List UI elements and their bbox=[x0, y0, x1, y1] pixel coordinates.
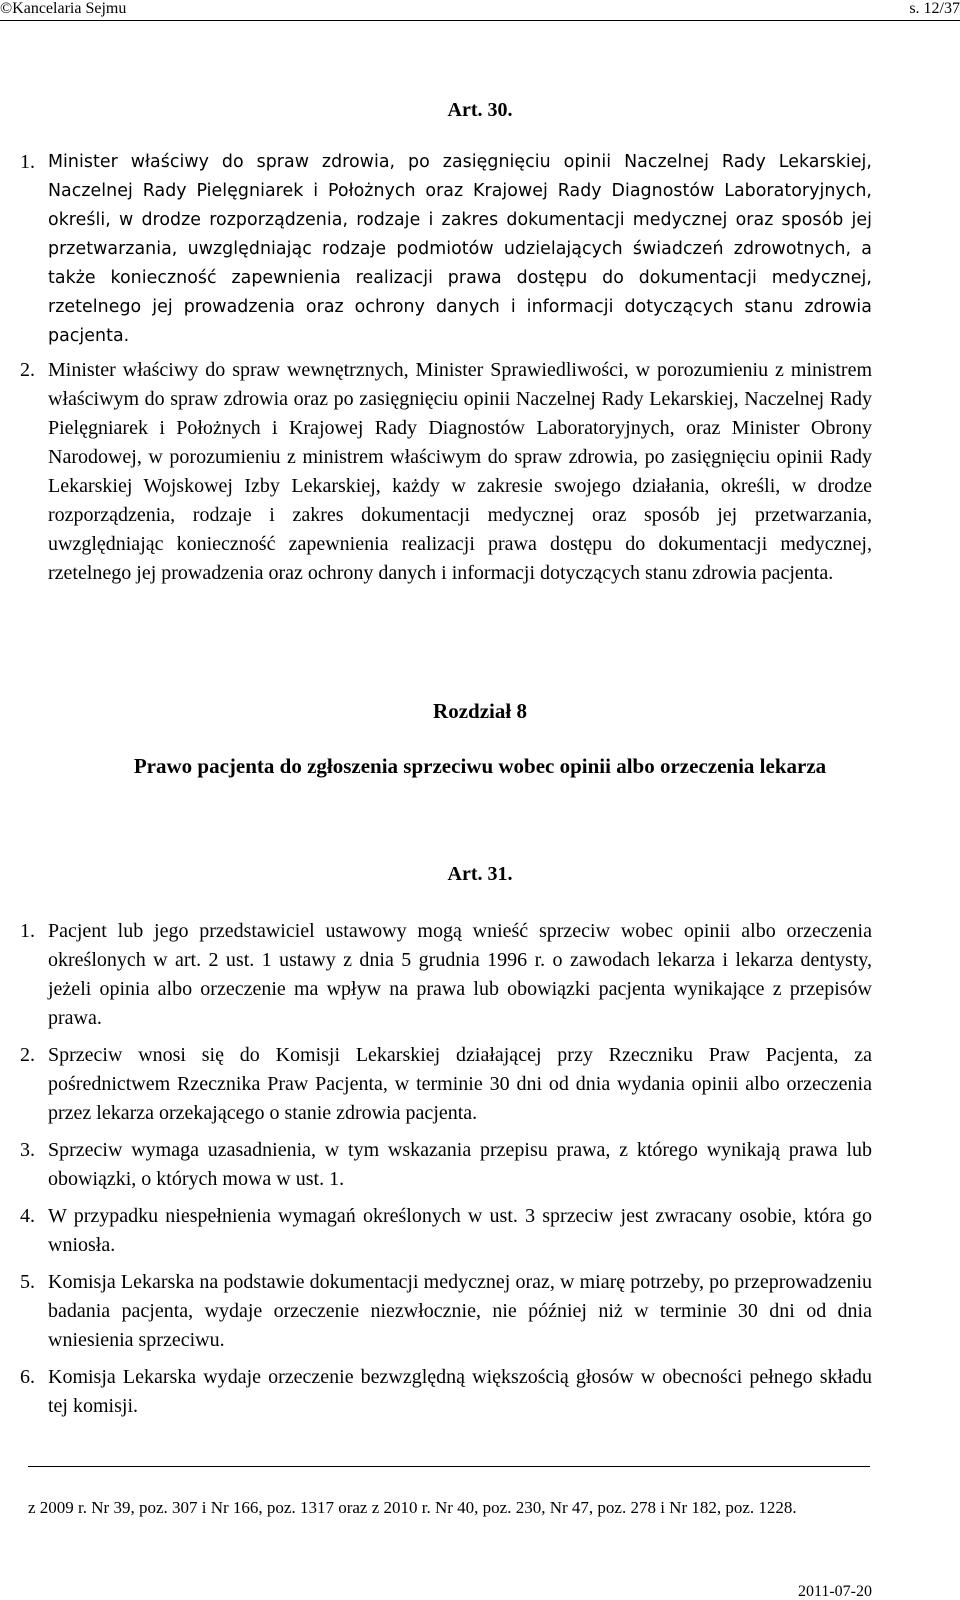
paragraph-text: Sprzeciw wymaga uzasadnienia, w tym wskazania przepisu prawa, z którego wynikają prawa lub obowiązki, o których mowa w ust. 1. bbox=[48, 1139, 872, 1190]
paragraph-number: 2. bbox=[20, 359, 35, 381]
footnote-text: z 2009 r. Nr 39, poz. 307 i Nr 166, poz. 1317 oraz z 2010 r. Nr 40, poz. 230, Nr 47, poz. 278 i Nr 182, poz. 1228. bbox=[28, 1498, 797, 1517]
paragraph-number: 5. bbox=[20, 1271, 35, 1293]
paragraph-number: 1. bbox=[20, 920, 35, 942]
article-31-paragraph-1 bbox=[20, 917, 872, 1033]
article-30-body-2 bbox=[20, 356, 872, 588]
paragraph-number: 2. bbox=[20, 1044, 35, 1066]
page-header bbox=[0, 0, 960, 21]
article-31-paragraph-5 bbox=[20, 1268, 872, 1355]
article-31-heading: Art. 31. bbox=[447, 863, 513, 885]
publication-date: 2011-07-20 bbox=[797, 1583, 872, 1600]
article-31-paragraph-6 bbox=[20, 1363, 872, 1421]
article-31-paragraph-3 bbox=[20, 1136, 872, 1194]
publisher-label: ©Kancelaria Sejmu bbox=[0, 0, 127, 17]
article-31-paragraph-2 bbox=[20, 1041, 872, 1128]
paragraph-text: Pacjent lub jego przedstawiciel ustawowy mogą wnieść sprzeciw wobec opinii albo orzeczenia określonych w art. 2 ust. 1 ustawy z dnia 5 grudnia 1996 r. o zawodach lekarza i lekarza dentysty, jeżeli opinia albo orzeczenie ma wpływ na prawa lub obowiązki pacjenta wynikające z przepisów prawa. bbox=[48, 920, 872, 1029]
paragraph-text: Komisja Lekarska wydaje orzeczenie bezwzględną większością głosów w obecności pełnego składu tej komisji. bbox=[48, 1366, 872, 1417]
paragraph-number: 4. bbox=[20, 1205, 35, 1227]
paragraph-number: 6. bbox=[20, 1366, 35, 1388]
chapter-title: Prawo pacjenta do zgłoszenia sprzeciwu wobec opinii albo orzeczenia lekarza bbox=[133, 754, 827, 778]
paragraph-text: Minister właściwy do spraw zdrowia, po zasięgnięciu opinii Naczelnej Rady Lekarskiej, Naczelnej Rady Pielęgniarek i Położnych oraz Krajowej Rady Diagnostów Laboratoryjnych, określi, w drodze rozporządzenia, rodzaje i zakres dokumentacji medycznej oraz sposób jej przetwarzania, uwzględniając rodzaje podmiotów udzielających świadczeń zdrowotnych, a także konieczność zapewnienia realizacji prawa dostępu do dokumentacji medycznej, rzetelnego jej prowadzenia oraz ochrony danych i informacji dotyczących stanu zdrowia pacjenta. bbox=[48, 152, 872, 346]
page-number: s. 12/37 bbox=[909, 0, 960, 17]
article-30-paragraph-1 bbox=[20, 148, 872, 351]
paragraph-number: 1. bbox=[20, 151, 36, 173]
paragraph-text: W przypadku niespełnienia wymagań określonych w ust. 3 sprzeciw jest zwracany osobie, która go wniosła. bbox=[48, 1205, 872, 1256]
article-30-heading: Art. 30. bbox=[447, 99, 513, 121]
paragraph-text: Minister właściwy do spraw wewnętrznych, Minister Sprawiedliwości, w porozumieniu z ministrem właściwym do spraw zdrowia oraz po zasięgnięciu opinii Naczelnej Rady Lekarskiej, Naczelnej Rady Pielęgniarek i Położnych i Krajowej Rady Diagnostów Laboratoryjnych, oraz Minister Obrony Narodowej, w porozumieniu z ministrem właściwym do spraw zdrowia, po zasięgnięciu opinii Rady Lekarskiej Wojskowej Izby Lekarskiej, każdy w zakresie swojego działania, określi, w drodze rozporządzenia, rodzaje i zakres dokumentacji medycznej oraz sposób jej przetwarzania, uwzględniając konieczność zapewnienia realizacji prawa dostępu do dokumentacji medycznej, rzetelnego jej prowadzenia oraz ochrony danych i informacji dotyczących stanu zdrowia pacjenta. bbox=[48, 359, 872, 584]
paragraph-text: Sprzeciw wnosi się do Komisji Lekarskiej działającej przy Rzeczniku Praw Pacjenta, za pośrednictwem Rzecznika Praw Pacjenta, w terminie 30 dni od dnia wydania opinii albo orzeczenia przez lekarza orzekającego o stanie zdrowia pacjenta. bbox=[48, 1044, 872, 1124]
footnote-divider bbox=[28, 1466, 870, 1467]
chapter-number: Rozdział 8 bbox=[433, 699, 527, 723]
paragraph-text: Komisja Lekarska na podstawie dokumentacji medycznej oraz, w miarę potrzeby, po przeprowadzeniu badania pacjenta, wydaje orzeczenie niezwłocznie, nie później niż w terminie 30 dni od dnia wniesienia sprzeciwu. bbox=[48, 1271, 872, 1351]
article-31-body bbox=[20, 917, 872, 1429]
article-31-paragraph-4 bbox=[20, 1202, 872, 1260]
article-30-paragraph-2 bbox=[20, 356, 872, 588]
paragraph-number: 3. bbox=[20, 1139, 35, 1161]
article-30-body bbox=[20, 148, 872, 351]
